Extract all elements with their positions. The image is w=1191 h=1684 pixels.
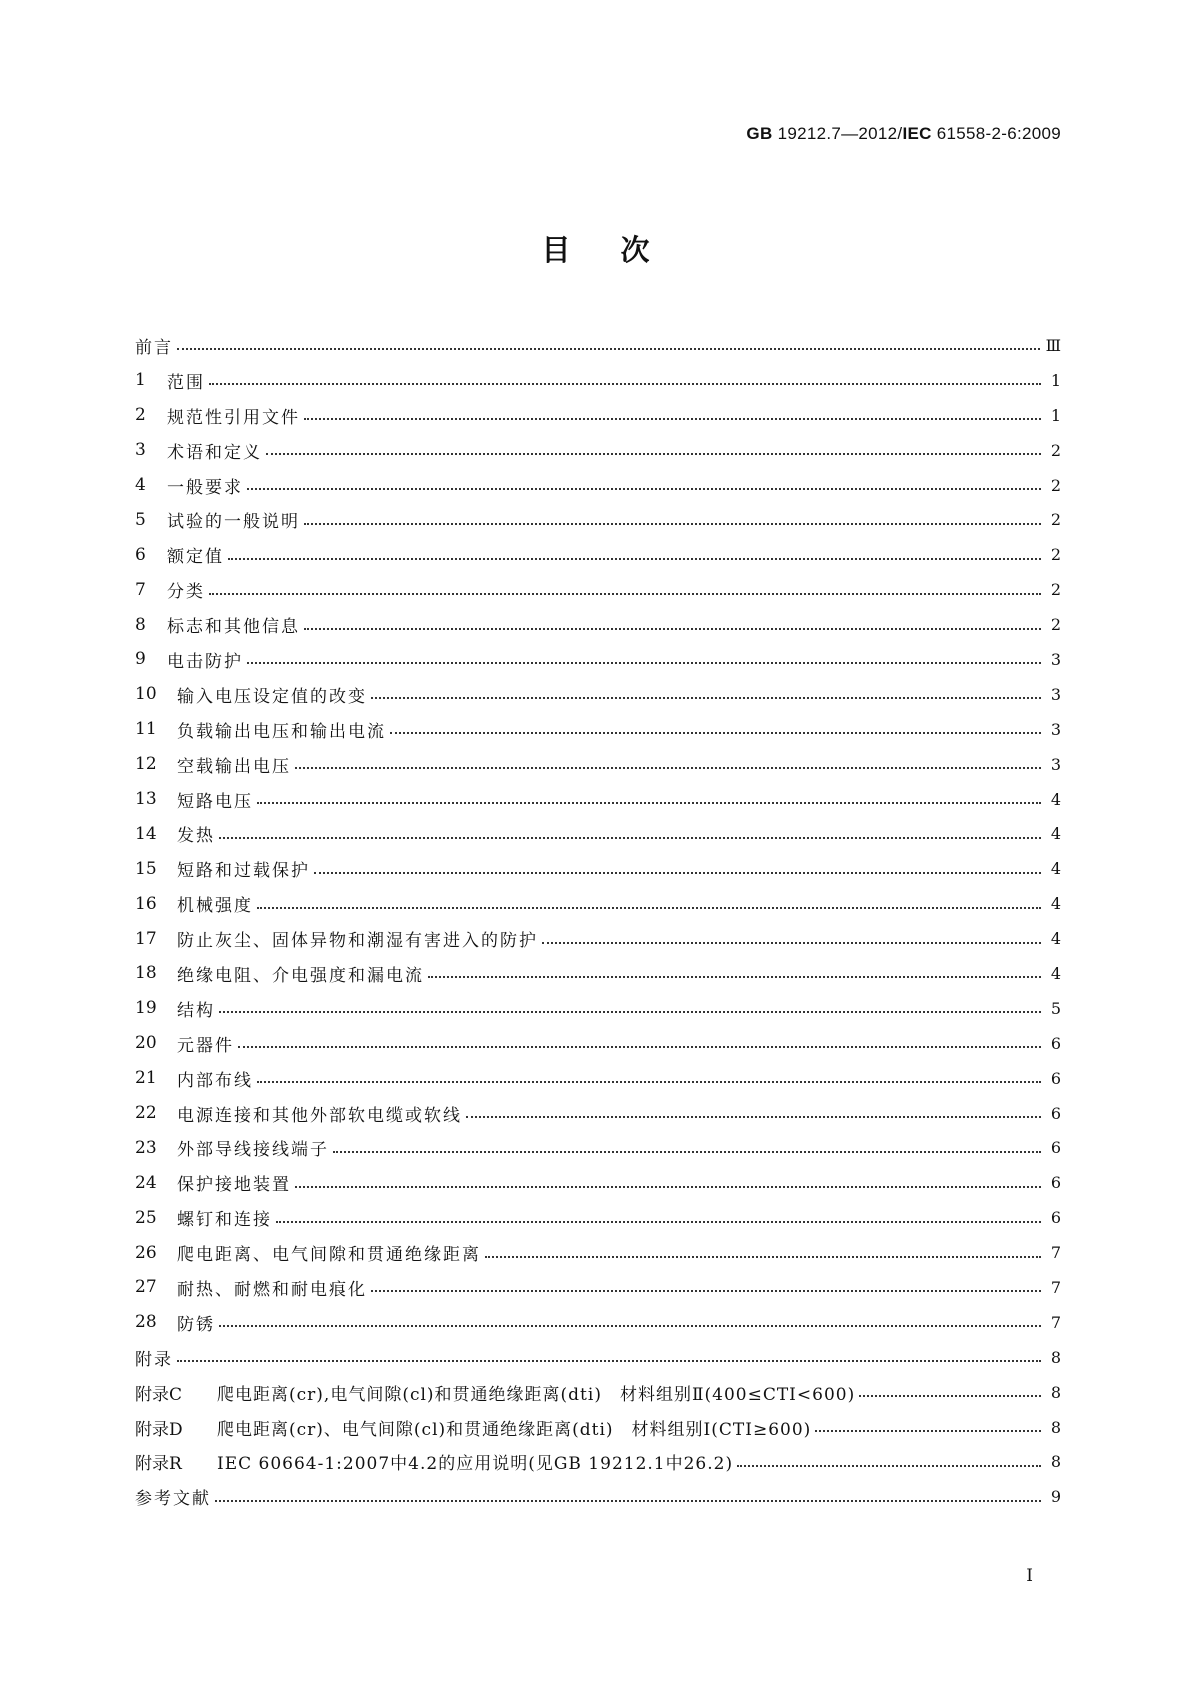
toc-dot-leader	[815, 1430, 1041, 1432]
toc-entry-title: 规范性引用文件	[167, 407, 300, 428]
toc-entry[interactable]	[135, 991, 1061, 1026]
toc-entry-page: 7	[1050, 1277, 1061, 1297]
toc-dot-leader	[215, 1500, 1041, 1502]
toc-entry-title: 螺钉和连接	[177, 1210, 272, 1231]
toc-entry-page: 4	[1050, 963, 1061, 983]
toc-entry-page: 8	[1050, 1417, 1061, 1437]
toc-entry-number: 14	[135, 823, 157, 844]
toc-entry-page: 3	[1050, 754, 1061, 774]
toc-entry-title: 爬电距离(cr),电气间隙(cl)和贯通绝缘距离(dti) 材料组别Ⅱ(400≤CTI<600)	[217, 1384, 856, 1405]
iec-number: 61558-2-6:2009	[936, 124, 1061, 143]
toc-dot-leader	[247, 488, 1041, 490]
toc-entry-page: 5	[1050, 998, 1061, 1018]
toc-entry[interactable]	[135, 537, 1061, 572]
toc-entry-title: 短路和过载保护	[177, 861, 310, 882]
toc-entry-title: 防止灰尘、固体异物和潮湿有害进入的防护	[177, 931, 538, 952]
toc-dot-leader	[257, 802, 1041, 804]
page-number: I	[1026, 1566, 1033, 1586]
toc-dot-leader	[466, 1116, 1041, 1118]
toc-entry[interactable]	[135, 607, 1061, 642]
toc-dot-leader	[257, 1081, 1041, 1083]
toc-entry-number: 12	[135, 754, 157, 775]
toc-dot-leader	[228, 558, 1041, 560]
toc-entry-title: 元器件	[177, 1035, 234, 1056]
toc-entry-number: 20	[135, 1033, 157, 1054]
toc-entry-number: 24	[135, 1172, 157, 1193]
toc-entry[interactable]	[135, 1096, 1061, 1131]
toc-dot-leader	[266, 453, 1041, 455]
toc-dot-leader	[247, 662, 1041, 664]
toc-dot-leader	[333, 1151, 1041, 1153]
toc-dot-leader	[390, 732, 1041, 734]
toc-entry-title: 结构	[177, 1000, 215, 1021]
toc-entry[interactable]	[135, 363, 1061, 398]
toc-entry-number: 9	[135, 649, 146, 670]
toc-entry[interactable]	[135, 1479, 1061, 1514]
toc-dot-leader	[304, 628, 1041, 630]
toc-dot-leader	[177, 348, 1040, 350]
toc-dot-leader	[485, 1256, 1041, 1258]
toc-dot-leader	[314, 872, 1041, 874]
toc-entry-number: 23	[135, 1137, 157, 1158]
toc-entry-title: 保护接地装置	[177, 1175, 291, 1196]
toc-entry[interactable]	[135, 1375, 1061, 1410]
toc-entry-title: 前言	[135, 337, 173, 358]
page-title: 目次	[541, 233, 700, 267]
toc-entry-number: 2	[135, 405, 146, 426]
toc-dot-leader	[859, 1395, 1041, 1397]
toc-entry-page: 6	[1050, 1103, 1061, 1123]
toc-entry-number: 19	[135, 998, 157, 1019]
toc-entry-number: 13	[135, 789, 157, 810]
toc-entry-title: 爬电距离(cr)、电气间隙(cl)和贯通绝缘距离(dti) 材料组别Ⅰ(CTI≥600)	[217, 1419, 812, 1440]
toc-entry[interactable]	[135, 1270, 1061, 1305]
toc-entry-number: 15	[135, 858, 157, 879]
toc-entry[interactable]	[135, 1026, 1061, 1061]
toc-entry-page: 2	[1050, 440, 1061, 460]
toc-entry-page: 8	[1050, 1347, 1061, 1367]
toc-entry[interactable]	[135, 328, 1061, 363]
toc-entry-number: 4	[135, 475, 146, 495]
std-prefix: GB	[746, 124, 773, 143]
toc-entry-number: 8	[135, 614, 146, 635]
toc-entry-number: 16	[135, 893, 157, 914]
toc-entry[interactable]	[135, 851, 1061, 886]
toc-dot-leader	[371, 1290, 1041, 1292]
toc-entry-title: IEC 60664-1:2007中4.2的应用说明(见GB 19212.1中26.2)	[217, 1454, 734, 1475]
toc-entry-page: 4	[1050, 929, 1061, 949]
toc-dot-leader	[238, 1046, 1041, 1048]
toc-entry-page: 4	[1050, 824, 1061, 844]
toc-entry[interactable]	[135, 782, 1061, 817]
toc-entry[interactable]	[135, 433, 1061, 468]
toc-entry-page: 2	[1050, 475, 1061, 495]
toc-entry-title: 附录	[135, 1349, 173, 1370]
toc-entry-title: 额定值	[167, 547, 224, 568]
toc-entry-number: 28	[135, 1312, 157, 1333]
toc-dot-leader	[209, 383, 1041, 385]
toc-entry-number: 5	[135, 509, 146, 530]
toc-entry-number: 17	[135, 928, 157, 949]
toc-dot-leader	[257, 907, 1041, 909]
toc-dot-leader	[304, 523, 1041, 525]
toc-entry-page: 2	[1050, 580, 1061, 600]
toc-entry-number: 11	[135, 719, 157, 740]
toc-entry-title: 耐热、耐燃和耐电痕化	[177, 1279, 367, 1300]
toc-entry-page: 6	[1050, 1033, 1061, 1053]
toc-entry-title: 参考文献	[135, 1489, 211, 1510]
toc-entry-number: 25	[135, 1207, 157, 1228]
toc-entry-page: 2	[1050, 545, 1061, 565]
toc-dot-leader	[428, 976, 1041, 978]
toc-entry-number: 附录D	[135, 1419, 183, 1440]
toc-dot-leader	[219, 1011, 1041, 1013]
toc-entry-title: 绝缘电阻、介电强度和漏电流	[177, 965, 424, 986]
toc-dot-leader	[295, 767, 1041, 769]
toc-entry-number: 18	[135, 963, 157, 984]
toc-entry-page: 1	[1050, 405, 1061, 425]
toc-entry-title: 标志和其他信息	[167, 617, 300, 638]
toc-entry-number: 21	[135, 1068, 157, 1089]
toc-entry-page: 4	[1050, 789, 1061, 809]
toc-dot-leader	[542, 942, 1041, 944]
toc-entry[interactable]	[135, 1305, 1061, 1340]
toc-entry-title: 内部布线	[177, 1070, 253, 1091]
toc-entry-page: 7	[1050, 1312, 1061, 1332]
toc-entry[interactable]	[135, 1340, 1061, 1375]
toc-entry-page: 8	[1050, 1382, 1061, 1402]
toc-entry-page: 3	[1050, 649, 1061, 669]
toc-entry-title: 防锈	[177, 1314, 215, 1335]
toc-entry-number: 26	[135, 1242, 157, 1263]
toc-dot-leader	[276, 1221, 1041, 1223]
toc-entry-number: 附录C	[135, 1384, 183, 1405]
toc-entry-number: 6	[135, 544, 146, 565]
toc-entry-title: 一般要求	[167, 477, 243, 498]
toc-entry[interactable]	[135, 572, 1061, 607]
toc-entry-title: 术语和定义	[167, 442, 262, 463]
toc-entry-page: 6	[1050, 1173, 1061, 1193]
toc-entry-page: 2	[1050, 615, 1061, 635]
toc-entry[interactable]	[135, 1061, 1061, 1096]
toc-entry-title: 爬电距离、电气间隙和贯通绝缘距离	[177, 1245, 481, 1266]
toc-entry-title: 机械强度	[177, 896, 253, 917]
toc-entry[interactable]	[135, 642, 1061, 677]
toc-entry[interactable]	[135, 1165, 1061, 1200]
toc-entry[interactable]	[135, 677, 1061, 712]
toc-entry-page: 4	[1050, 859, 1061, 879]
toc-dot-leader	[177, 1360, 1041, 1362]
toc-entry-page: 3	[1050, 684, 1061, 704]
std-number: 19212.7—2012/	[777, 124, 903, 143]
toc-entry-title: 负载输出电压和输出电流	[177, 721, 386, 742]
toc-entry-page: 6	[1050, 1208, 1061, 1228]
toc-entry-page: 4	[1050, 894, 1061, 914]
toc-dot-leader	[737, 1465, 1041, 1467]
toc-dot-leader	[295, 1186, 1041, 1188]
toc-entry[interactable]	[135, 921, 1061, 956]
toc-entry[interactable]	[135, 712, 1061, 747]
toc-dot-leader	[219, 837, 1041, 839]
toc-entry-page: 3	[1050, 719, 1061, 739]
toc-entry-page: 7	[1050, 1243, 1061, 1263]
iec-prefix: IEC	[902, 124, 932, 143]
toc-entry[interactable]	[135, 1445, 1061, 1480]
toc-entry[interactable]	[135, 1235, 1061, 1270]
toc-entry-page: 6	[1050, 1138, 1061, 1158]
toc-entry[interactable]	[135, 1410, 1061, 1445]
toc-entry-title: 空载输出电压	[177, 756, 291, 777]
toc-entry-title: 输入电压设定值的改变	[177, 686, 367, 707]
toc-entry-number: 22	[135, 1103, 157, 1124]
toc-entry-title: 短路电压	[177, 791, 253, 812]
toc-entry[interactable]	[135, 1130, 1061, 1165]
toc-entry-number: 10	[135, 684, 157, 705]
toc-dot-leader	[304, 418, 1041, 420]
toc-entry-number: 7	[135, 579, 146, 600]
toc-dot-leader	[371, 697, 1041, 699]
toc-entry-title: 电源连接和其他外部软电缆或软线	[177, 1105, 462, 1126]
toc-entry[interactable]	[135, 886, 1061, 921]
toc-dot-leader	[219, 1325, 1041, 1327]
toc-entry[interactable]	[135, 1200, 1061, 1235]
toc-entry-number: 27	[135, 1277, 157, 1298]
toc-entry-page: 2	[1050, 510, 1061, 530]
toc-entry[interactable]	[135, 956, 1061, 991]
toc-entry-page: 1	[1050, 370, 1061, 390]
toc-entry-title: 范围	[167, 372, 205, 393]
toc-entry-title: 试验的一般说明	[167, 512, 300, 533]
toc-entry-page: 6	[1050, 1068, 1061, 1088]
toc-entry[interactable]	[135, 468, 1061, 503]
toc-entry-title: 发热	[177, 826, 215, 847]
toc-entry[interactable]	[135, 502, 1061, 537]
toc-entry-number: 3	[135, 440, 146, 461]
toc-entry-number: 1	[135, 370, 146, 391]
toc-entry[interactable]	[135, 816, 1061, 851]
toc-entry-page: Ⅲ	[1045, 335, 1061, 355]
toc-entry-page: 8	[1050, 1452, 1061, 1472]
toc-entry-number: 附录R	[135, 1454, 182, 1475]
toc-entry-page: 9	[1050, 1487, 1061, 1507]
toc-entry[interactable]	[135, 747, 1061, 782]
toc-entry-title: 电击防护	[167, 651, 243, 672]
toc-entry-title: 外部导线接线端子	[177, 1140, 329, 1161]
toc-entry-title: 分类	[167, 582, 205, 603]
table-of-contents	[135, 328, 1061, 1514]
toc-dot-leader	[209, 593, 1041, 595]
toc-entry[interactable]	[135, 398, 1061, 433]
standard-code	[746, 124, 1061, 144]
